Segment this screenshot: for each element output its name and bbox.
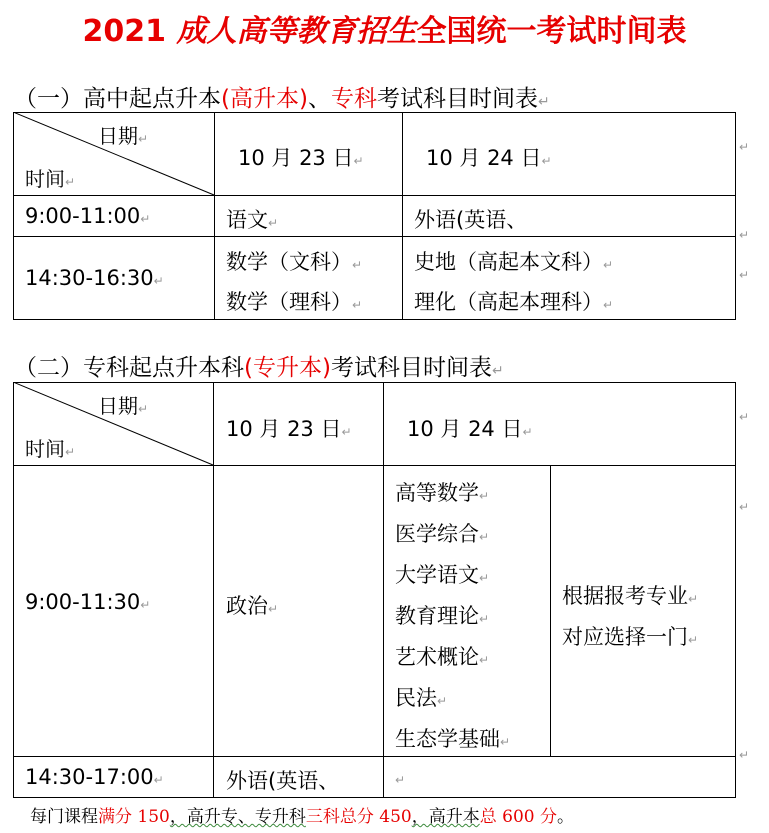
- section1-heading: （一）高中起点升本(高升本)、专科考试科目时间表↵: [14, 86, 550, 112]
- table2-col2-header: 10 月 24 日↵: [407, 417, 533, 441]
- table1-row2-d1-b: 数学（理科）↵: [226, 290, 363, 314]
- section1-suffix: 考试科目时间表: [376, 86, 538, 112]
- section1-red1: (高升本): [221, 86, 308, 112]
- table1-header-time: 时间↵: [25, 167, 76, 191]
- table1-col2-header: 10 月 24 日↵: [426, 146, 552, 170]
- table2-row1-d3-b: 对应选择一门↵: [562, 625, 699, 649]
- list-item: 医学综合↵: [395, 522, 490, 546]
- table1-header-date: 日期↵: [98, 124, 149, 148]
- list-item: 高等数学↵: [395, 481, 490, 505]
- section2-suffix: 考试科目时间表: [330, 355, 492, 381]
- section1-prefix: （一）高中起点升本: [14, 86, 221, 112]
- table1-row2-time: 14:30-16:30↵: [25, 266, 164, 290]
- section2-red: (专升本): [244, 355, 331, 381]
- list-item: 民法↵: [395, 686, 448, 710]
- table1-row2-d2-a: 史地（高起本文科）↵: [414, 250, 614, 274]
- table2-row1-d3-a: 根据报考专业↵: [562, 584, 699, 608]
- table2-header-time: 时间↵: [25, 437, 76, 461]
- table2-header-date: 日期↵: [98, 394, 149, 418]
- table2-col1-header: 10 月 23 日↵: [226, 417, 352, 441]
- section2-prefix: （二）专科起点升本科: [14, 355, 244, 381]
- table1-col1-header: 10 月 23 日↵: [238, 146, 364, 170]
- table2-row2-time: 14:30-17:00↵: [25, 765, 164, 789]
- table1-row1-d1: 语文↵: [226, 208, 279, 232]
- list-item: 艺术概论↵: [395, 645, 490, 669]
- table2-row2-d1: 外语(英语、: [226, 769, 340, 793]
- footer-note: 每门课程满分 150，高升专、专升科三科总分 450，高升本总 600 分。: [30, 807, 574, 827]
- section1-red2: 专科: [330, 86, 377, 112]
- list-item: 生态学基础↵: [395, 727, 511, 751]
- section2-heading: （二）专科起点升本科(专升本)考试科目时间表↵: [14, 355, 504, 381]
- list-item: 教育理论↵: [395, 604, 490, 628]
- title-year: 2021: [82, 14, 167, 49]
- table1-row2-d1-a: 数学（文科）↵: [226, 250, 363, 274]
- page-title: [0, 6, 769, 50]
- title-cursive: 成人高等教育招生: [166, 14, 417, 49]
- title-main: 全国统一考试时间表: [416, 14, 687, 49]
- table1-row2-d2-b: 理化（高起本理科）↵: [414, 290, 614, 314]
- table2-row2-d2: ↵: [395, 773, 406, 787]
- table1-row1-d2: 外语(英语、: [414, 208, 528, 232]
- list-item: 大学语文↵: [395, 563, 490, 587]
- section1-mid: 、: [307, 86, 331, 112]
- table2-row1-d1: 政治↵: [226, 594, 279, 618]
- table1-row1-time: 9:00-11:00↵: [25, 204, 151, 228]
- table2-row1-time: 9:00-11:30↵: [25, 590, 151, 614]
